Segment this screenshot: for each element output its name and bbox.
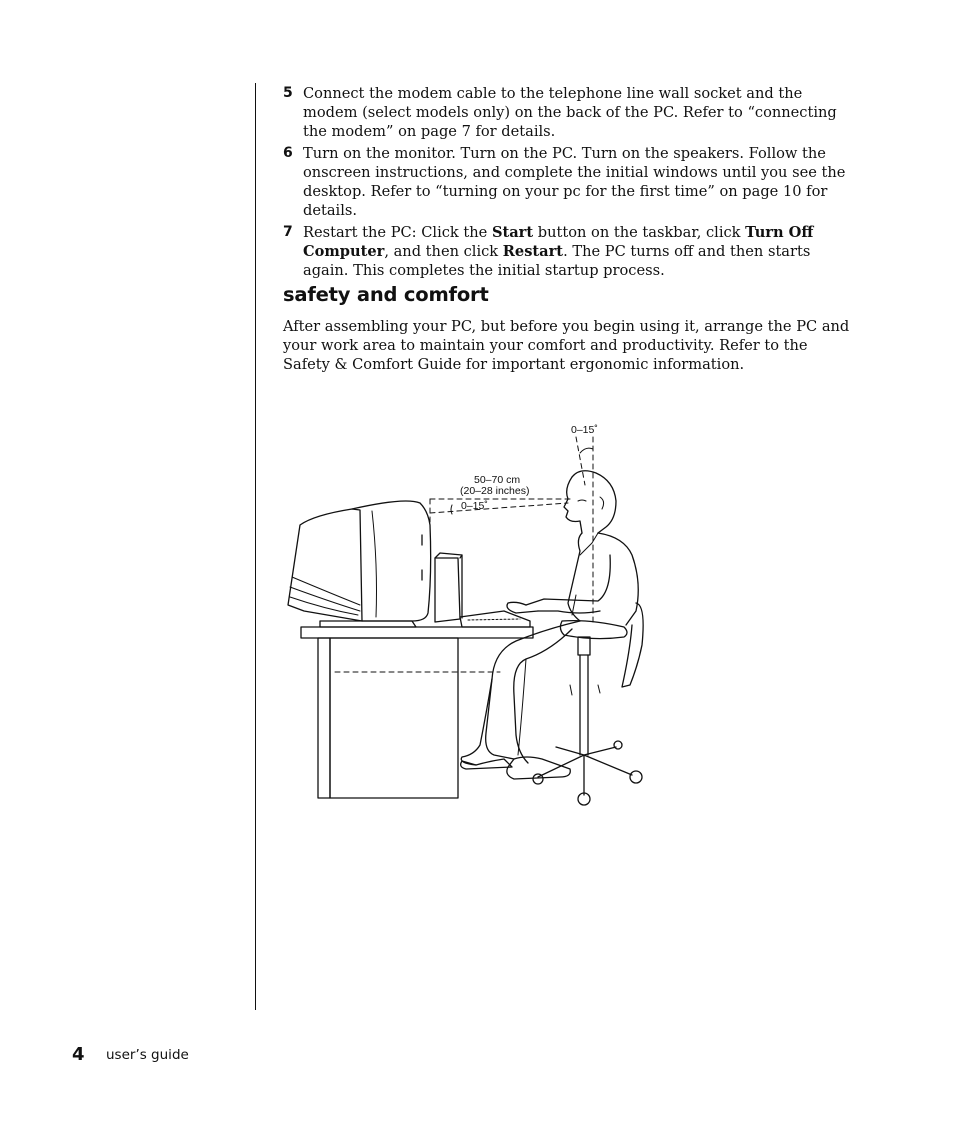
guide-lines <box>335 437 593 672</box>
section-title: safety and comfort <box>283 283 489 306</box>
step-item <box>283 84 853 141</box>
monitor <box>288 501 431 627</box>
gaze-angle-label: 0–15˚ <box>461 500 488 512</box>
step-item <box>283 223 853 280</box>
ergonomics-figure <box>280 415 670 815</box>
pc-tower <box>435 553 462 622</box>
margin-rule <box>255 83 256 1010</box>
head-angle-arc <box>580 448 593 453</box>
step-text: Connect the modem cable to the telephone line wall socket and the modem (select models only) on the back of the PC. Refer to “connecting the modem” on page 7 for details. <box>303 85 837 140</box>
gaze-angle-arc <box>451 505 452 514</box>
step-text: button on the taskbar, click <box>533 224 746 241</box>
step-number: 5 <box>283 85 293 101</box>
step-item <box>283 144 853 220</box>
ui-term: Restart <box>502 243 564 260</box>
distance-inches-label: (20–28 inches) <box>460 485 530 497</box>
step-text: Turn on the monitor. Turn on the PC. Turn on the speakers. Follow the onscreen instructions, and complete the initial windows until you see the desktop. Refer to “turning on your pc for the first time” on page 10 for details. <box>303 145 846 219</box>
step-number: 7 <box>283 224 293 240</box>
step-text: Restart the PC: Click the <box>303 224 492 241</box>
page-number: 4 <box>72 1044 85 1065</box>
step-list <box>283 84 853 283</box>
desk <box>301 627 533 798</box>
ui-term: Turn Off Computer <box>303 224 814 260</box>
step-number: 6 <box>283 145 293 161</box>
running-footer: user’s guide <box>106 1047 189 1063</box>
step-text: , and then click <box>384 243 503 260</box>
keyboard <box>460 611 530 627</box>
section-intro: After assembling your PC, but before you begin using it, arrange the PC and your work area to maintain your comfort and productivity. Refer to the Safety & Comfort Guide for important ergonomic information. <box>283 318 850 373</box>
step-text: . The PC turns off and then starts again. This completes the initial startup process. <box>303 243 811 279</box>
head-angle-label: 0–15˚ <box>571 424 598 436</box>
ui-term: Start <box>491 224 534 241</box>
distance-cm-label: 50–70 cm <box>474 474 521 486</box>
